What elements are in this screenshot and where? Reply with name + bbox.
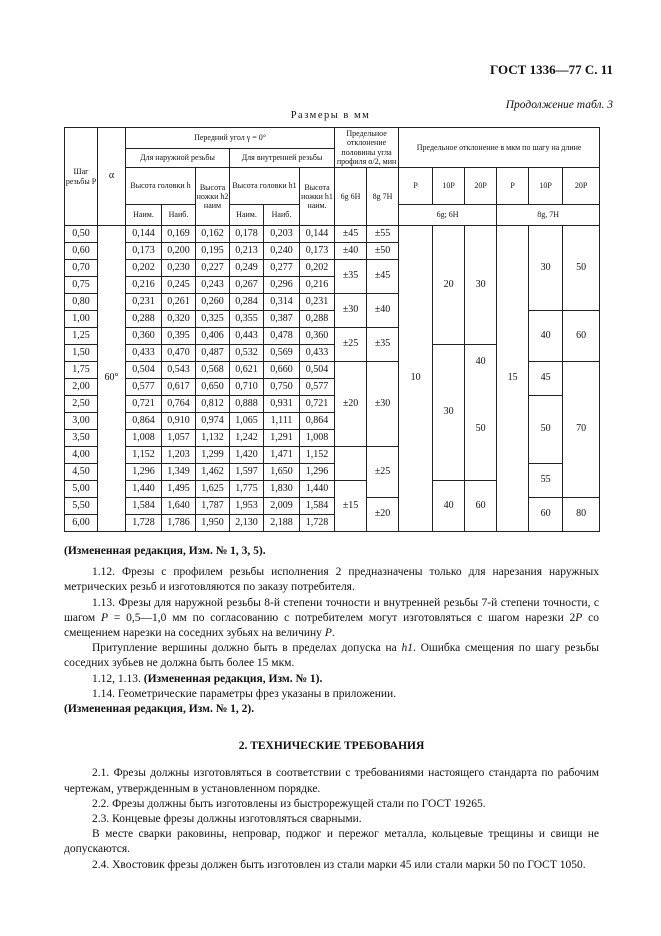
cell-dev: ±20 <box>335 362 367 447</box>
cell-value: 1,299 <box>196 447 230 464</box>
cell-value: 0,650 <box>196 379 230 396</box>
cell-value: 1,242 <box>230 430 264 447</box>
cell-value: 0,470 <box>162 345 196 362</box>
cell-alpha: 60° <box>98 226 126 532</box>
cell-step: 0,60 <box>65 243 98 260</box>
cell-value: 1,640 <box>162 498 196 515</box>
cell-pitch: 40 <box>465 345 497 379</box>
cell-value: 2,130 <box>230 515 264 532</box>
col-header-min-2: Наим. <box>230 205 264 226</box>
col-header-alpha: α <box>98 128 126 226</box>
cell-value: 0,203 <box>264 226 300 243</box>
cell-value: 1,440 <box>126 481 162 498</box>
cell-value: 0,202 <box>300 260 335 277</box>
col-header-max-2: Наиб. <box>264 205 300 226</box>
cell-value: 0,433 <box>126 345 162 362</box>
col-header-half-angle: Предельное отклонение половины угла профиля α/2, мин <box>335 128 399 168</box>
cell-pitch: 50 <box>529 396 563 464</box>
cell-value: 1,584 <box>126 498 162 515</box>
cell-dev <box>335 447 367 481</box>
cell-value: 1,440 <box>300 481 335 498</box>
col-header-8g7H: 8g 7H <box>367 168 399 226</box>
cell-value: 0,178 <box>230 226 264 243</box>
cell-value: 1,065 <box>230 413 264 430</box>
paragraph-2-4: 2.4. Хвостовик фрезы должен быть изготовлен из стали марки 45 или стали марки 50 по ГОСТ 1050. <box>92 858 586 871</box>
revision-note: (Измененная редакция, Изм. № 1, 2). <box>64 703 255 716</box>
cell-value: 0,320 <box>162 311 196 328</box>
col-header-20P: 20P <box>465 168 497 205</box>
cell-value: 0,216 <box>300 277 335 294</box>
col-header-6g-6H: 6g; 6H <box>399 205 497 226</box>
cell-value: 1,830 <box>264 481 300 498</box>
col-header-internal: Для внутренней резьбы <box>230 149 335 168</box>
cell-value: 0,360 <box>300 328 335 345</box>
cell-value: 0,710 <box>230 379 264 396</box>
body-text <box>64 544 599 873</box>
cell-value: 1,787 <box>196 498 230 515</box>
cell-value: 0,621 <box>230 362 264 379</box>
cell-value: 1,132 <box>196 430 230 447</box>
cell-pitch <box>497 226 529 362</box>
cell-dev: ±20 <box>367 498 399 532</box>
cell-pitch: 40 <box>433 481 465 532</box>
cell-value: 0,260 <box>196 294 230 311</box>
cell-value: 0,660 <box>264 362 300 379</box>
col-header-P-2: P <box>497 168 529 205</box>
cell-value: 0,406 <box>196 328 230 345</box>
cell-value: 0,721 <box>126 396 162 413</box>
cell-dev: ±15 <box>335 481 367 532</box>
cell-value: 0,504 <box>126 362 162 379</box>
cell-value: 0,325 <box>196 311 230 328</box>
cell-pitch <box>399 396 433 532</box>
cell-value: 0,443 <box>230 328 264 345</box>
col-header-head-h: Высота головки h <box>126 168 196 205</box>
cell-dev: ±25 <box>335 328 367 362</box>
cell-step: 0,50 <box>65 226 98 243</box>
cell-pitch: 30 <box>529 226 563 311</box>
cell-dev: ±35 <box>367 328 399 362</box>
cell-step: 3,50 <box>65 430 98 447</box>
paragraph-2-3: 2.3. Концевые фрезы должны изготовляться сварными. <box>92 813 362 826</box>
cell-pitch: 60 <box>563 311 600 362</box>
col-header-P: P <box>399 168 433 205</box>
cell-value: 0,864 <box>300 413 335 430</box>
cell-value: 0,267 <box>230 277 264 294</box>
cell-value: 0,216 <box>126 277 162 294</box>
cell-dev: ±55 <box>367 226 399 243</box>
revision-note: (Измененная редакция, Изм. № 1, 3, 5). <box>64 545 266 557</box>
cell-pitch <box>497 396 529 532</box>
cell-value: 1,786 <box>162 515 196 532</box>
cell-value: 1,203 <box>162 447 196 464</box>
cell-value: 1,728 <box>126 515 162 532</box>
cell-value: 1,291 <box>264 430 300 447</box>
cell-value: 0,288 <box>126 311 162 328</box>
col-header-rake: Передний угол γ = 0° <box>126 128 335 149</box>
cell-value: 0,387 <box>264 311 300 328</box>
cell-value: 0,569 <box>264 345 300 362</box>
cell-step: 1,00 <box>65 311 98 328</box>
cell-value: 0,617 <box>162 379 196 396</box>
cell-value: 0,288 <box>300 311 335 328</box>
cell-value: 0,261 <box>162 294 196 311</box>
cell-step: 2,00 <box>65 379 98 396</box>
cell-value: 0,277 <box>264 260 300 277</box>
cell-pitch: 80 <box>563 498 600 532</box>
cell-value: 0,249 <box>230 260 264 277</box>
cell-dev: ±40 <box>335 243 367 260</box>
cell-value: 0,478 <box>264 328 300 345</box>
cell-value: 0,284 <box>230 294 264 311</box>
cell-value: 1,462 <box>196 464 230 481</box>
page-header: ГОСТ 1336—77 С. 11 <box>490 62 613 77</box>
cell-value: 0,568 <box>196 362 230 379</box>
cell-value: 1,296 <box>300 464 335 481</box>
cell-value: 0,230 <box>162 260 196 277</box>
cell-step: 1,50 <box>65 345 98 362</box>
cell-value: 0,543 <box>162 362 196 379</box>
paragraph-1-12: 1.12. Фрезы с профилем резьбы исполнения 2 предназначены только для нарезания наружных метрических резьб и изготовляются по заказу потребителя. <box>64 566 599 594</box>
cell-value: 1,584 <box>300 498 335 515</box>
col-header-6g6H: 6g 6H <box>335 168 367 226</box>
col-header-leg-h1: Высота ножки h1 наим. <box>300 168 335 226</box>
cell-value: 0,169 <box>162 226 196 243</box>
cell-value: 1,296 <box>126 464 162 481</box>
cell-value: 0,245 <box>162 277 196 294</box>
cell-dev: ±45 <box>367 260 399 294</box>
cell-value: 1,775 <box>230 481 264 498</box>
cell-pitch: 30 <box>433 345 465 481</box>
paragraph-2-2: 2.2. Фрезы должны быть изготовлены из быстрорежущей стали по ГОСТ 19265. <box>92 797 486 810</box>
cell-value: 1,495 <box>162 481 196 498</box>
table-continuation-note: Продолжение табл. 3 <box>505 99 613 111</box>
cell-value: 0,395 <box>162 328 196 345</box>
cell-pitch: 30 <box>465 226 497 345</box>
cell-value: 1,420 <box>230 447 264 464</box>
cell-value: 0,200 <box>162 243 196 260</box>
cell-value: 1,953 <box>230 498 264 515</box>
cell-value: 1,152 <box>300 447 335 464</box>
cell-value: 0,144 <box>126 226 162 243</box>
cell-value: 0,360 <box>126 328 162 345</box>
cell-pitch: 10 <box>399 362 433 396</box>
cell-pitch: 50 <box>563 226 600 311</box>
cell-value: 0,202 <box>126 260 162 277</box>
cell-value: 0,231 <box>300 294 335 311</box>
cell-step: 1,25 <box>65 328 98 345</box>
cell-value: 0,213 <box>230 243 264 260</box>
cell-value: 1,597 <box>230 464 264 481</box>
cell-value: 0,864 <box>126 413 162 430</box>
cell-step: 6,00 <box>65 515 98 532</box>
cell-value: 1,152 <box>126 447 162 464</box>
cell-step: 5,00 <box>65 481 98 498</box>
section-title: 2. ТЕХНИЧЕСКИЕ ТРЕБОВАНИЯ <box>238 740 425 753</box>
cell-value: 0,173 <box>126 243 162 260</box>
cell-value: 0,931 <box>264 396 300 413</box>
cell-step: 4,50 <box>65 464 98 481</box>
cell-value: 0,243 <box>196 277 230 294</box>
col-header-pitch-dev: Предельное отклонение в мкм по шагу на длине <box>399 128 600 168</box>
cell-pitch: 15 <box>497 362 529 396</box>
cell-step: 4,00 <box>65 447 98 464</box>
cell-pitch: 45 <box>529 362 563 396</box>
cell-pitch: 60 <box>465 481 497 532</box>
paragraph-truncation: Притупление вершины должно быть в пределах допуска на h1. Ошибка смещения по шагу резьбы соседних зубьев не должна быть более 15 мкм. <box>64 642 599 670</box>
paragraph-2-1: 2.1. Фрезы должны изготовляться в соответствии с требованиями настоящего стандарта по рабочим чертежам, утвержденным в установленном порядке. <box>64 767 599 795</box>
cell-value: 0,296 <box>264 277 300 294</box>
cell-step: 3,00 <box>65 413 98 430</box>
col-header-external: Для наружной резьбы <box>126 149 230 168</box>
cell-value: 1,008 <box>126 430 162 447</box>
cell-dev: ±45 <box>335 226 367 243</box>
thread-dimensions-table <box>64 127 600 532</box>
cell-value: 0,487 <box>196 345 230 362</box>
revision-note: 1.12, 1.13. (Измененная редакция, Изм. № 1). <box>92 672 323 685</box>
cell-value: 0,812 <box>196 396 230 413</box>
cell-value: 0,162 <box>196 226 230 243</box>
cell-value: 0,721 <box>300 396 335 413</box>
col-header-head-h1: Высота головки h1 <box>230 168 300 205</box>
cell-step: 1,75 <box>65 362 98 379</box>
cell-value: 0,195 <box>196 243 230 260</box>
cell-value: 1,111 <box>264 413 300 430</box>
cell-value: 2,188 <box>264 515 300 532</box>
cell-value: 0,764 <box>162 396 196 413</box>
cell-pitch: 20 <box>433 226 465 345</box>
col-header-min: Наим. <box>126 205 162 226</box>
cell-pitch: 50 <box>465 379 497 481</box>
cell-pitch: 70 <box>563 362 600 498</box>
col-header-max: Наиб. <box>162 205 196 226</box>
cell-dev: ±25 <box>367 447 399 498</box>
cell-value: 0,750 <box>264 379 300 396</box>
cell-pitch: 40 <box>529 311 563 362</box>
cell-value: 0,173 <box>300 243 335 260</box>
cell-value: 0,910 <box>162 413 196 430</box>
cell-dev: ±35 <box>335 260 367 294</box>
cell-value: 1,471 <box>264 447 300 464</box>
cell-value: 0,433 <box>300 345 335 362</box>
cell-value: 0,240 <box>264 243 300 260</box>
cell-value: 0,974 <box>196 413 230 430</box>
paragraph-1-14: 1.14. Геометрические параметры фрез указаны в приложении. <box>92 687 397 700</box>
cell-step: 2,50 <box>65 396 98 413</box>
cell-dev: ±30 <box>335 294 367 328</box>
cell-value: 0,532 <box>230 345 264 362</box>
cell-pitch <box>399 226 433 362</box>
cell-value: 2,009 <box>264 498 300 515</box>
cell-pitch: 60 <box>529 498 563 532</box>
cell-value: 0,355 <box>230 311 264 328</box>
cell-value: 0,231 <box>126 294 162 311</box>
cell-value: 0,888 <box>230 396 264 413</box>
cell-value: 1,728 <box>300 515 335 532</box>
cell-value: 0,504 <box>300 362 335 379</box>
cell-pitch: 55 <box>529 464 563 498</box>
cell-step: 5,50 <box>65 498 98 515</box>
table-caption: Размеры в мм <box>290 110 371 121</box>
cell-step: 0,80 <box>65 294 98 311</box>
cell-step: 0,70 <box>65 260 98 277</box>
paragraph-1-13: 1.13. Фрезы для наружной резьбы 8-й степени точности и внутренней резьбы 7-й степени точности, с шагом P = 0,5—1,0 мм по согласованию с потребителем могут изготовляться с шагом нарезки 2P со смещением нарезки на соседних зубьях на величину P. <box>64 596 599 640</box>
col-header-10P: 10P <box>433 168 465 205</box>
cell-value: 0,144 <box>300 226 335 243</box>
cell-value: 1,625 <box>196 481 230 498</box>
cell-value: 1,349 <box>162 464 196 481</box>
cell-step: 0,75 <box>65 277 98 294</box>
cell-dev: ±40 <box>367 294 399 328</box>
cell-value: 0,227 <box>196 260 230 277</box>
col-header-step: Шаг резьбы P <box>65 128 98 226</box>
cell-value: 1,057 <box>162 430 196 447</box>
cell-value: 1,650 <box>264 464 300 481</box>
cell-value: 0,577 <box>300 379 335 396</box>
cell-dev: ±30 <box>367 362 399 447</box>
col-header-20P-2: 20P <box>563 168 600 205</box>
cell-value: 1,008 <box>300 430 335 447</box>
cell-value: 0,314 <box>264 294 300 311</box>
cell-dev: ±50 <box>367 243 399 260</box>
cell-value: 1,950 <box>196 515 230 532</box>
cell-value: 0,577 <box>126 379 162 396</box>
col-header-leg-h2: Высота ножки h2 наим <box>196 168 230 226</box>
col-header-8g-7H: 8g, 7H <box>497 205 600 226</box>
paragraph-weld: В месте сварки раковины, непровар, поджог и пережог металла, кольцевые трещины и свищи не допускаются. <box>64 828 599 856</box>
col-header-10P-2: 10P <box>529 168 563 205</box>
